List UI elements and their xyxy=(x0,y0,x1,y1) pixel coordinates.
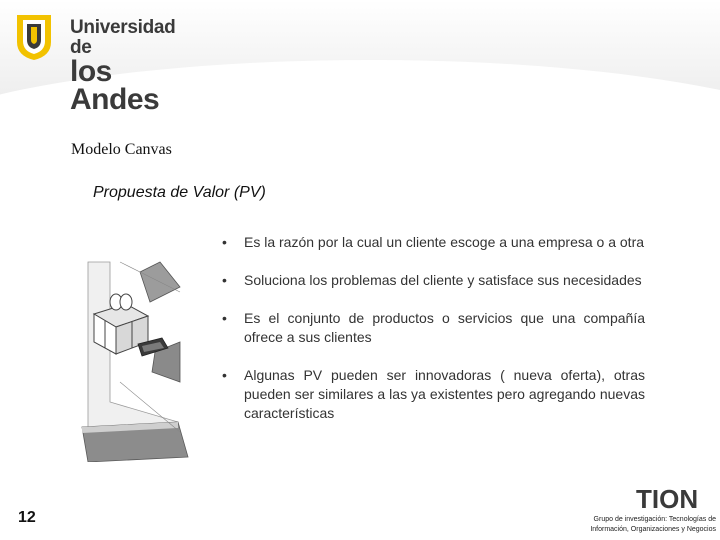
bullet-text: Es el conjunto de productos o servicios que una compañía ofrece a sus clientes xyxy=(244,310,645,345)
bullet-text: Es la razón por la cual un cliente escoge a una empresa o a otra xyxy=(244,234,645,250)
tion-logo-text: TION xyxy=(636,484,699,512)
slide-title: Propuesta de Valor (PV) xyxy=(93,184,266,201)
bullet-item xyxy=(219,309,645,347)
header-band xyxy=(0,0,720,140)
page-number: 12 xyxy=(18,509,36,526)
deck-title: Modelo Canvas xyxy=(71,141,172,158)
research-group-line-1: Grupo de investigación: Tecnologías de xyxy=(593,516,716,523)
bullet-symbol: • xyxy=(222,367,227,383)
logo-line-2: los Andes xyxy=(70,55,160,116)
bullet-list xyxy=(219,233,645,442)
university-logo-text xyxy=(70,18,175,114)
university-logo xyxy=(14,10,176,116)
bullet-text: Soluciona los problemas del cliente y satisface sus necesidades xyxy=(244,272,642,288)
bullet-item xyxy=(219,271,645,290)
bullet-text: Algunas PV pueden ser innovadoras ( nueva oferta), otras pueden ser similares a las ya existentes pero agregando nuevas características xyxy=(244,367,645,421)
university-shield-icon xyxy=(14,12,54,62)
logo-line-1: Universidad de xyxy=(70,17,176,58)
research-group-caption xyxy=(568,515,716,535)
bullet-symbol: • xyxy=(222,310,227,326)
gift-box-illustration xyxy=(80,232,190,462)
tion-logo xyxy=(636,484,702,512)
bullet-item xyxy=(219,366,645,423)
bullet-symbol: • xyxy=(222,234,227,250)
bullet-symbol: • xyxy=(222,272,227,288)
bullet-item xyxy=(219,233,645,252)
research-group-line-2: Información, Organizaciones y Negocios xyxy=(590,526,716,533)
